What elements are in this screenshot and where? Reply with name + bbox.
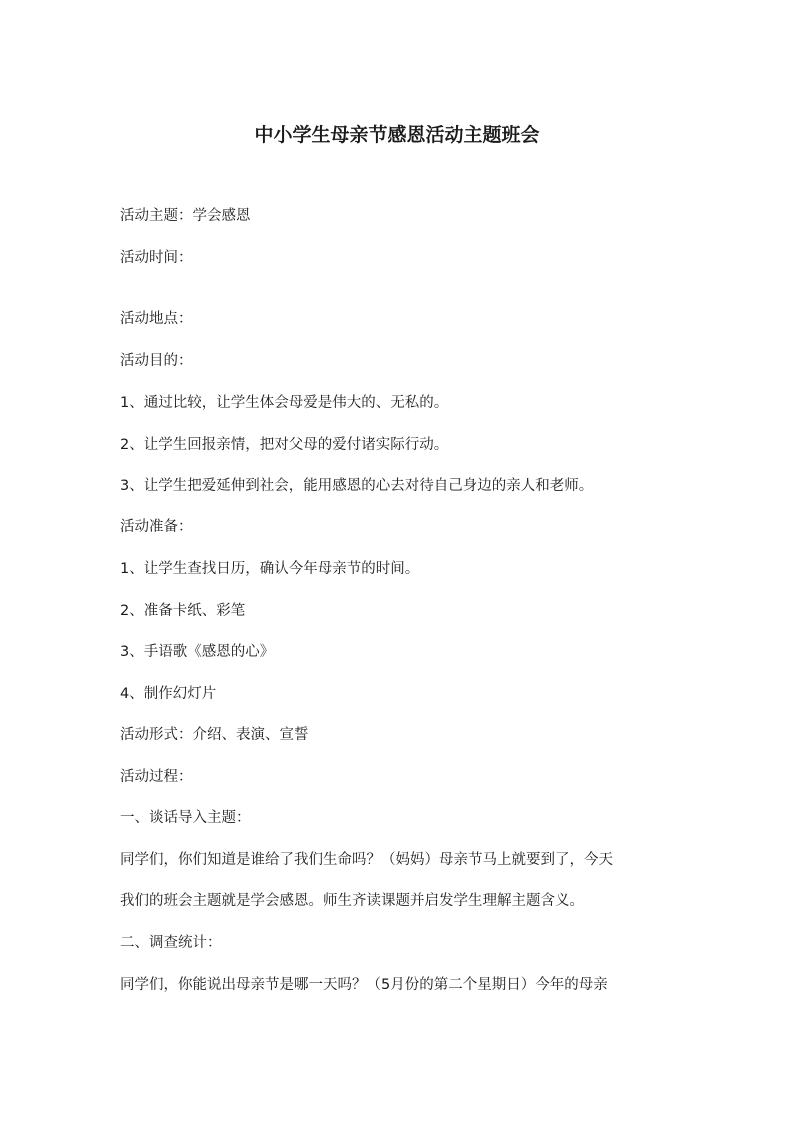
activity-time-line: 活动时间：: [120, 250, 193, 266]
goal-item-3: 3、让学生把爱延伸到社会，能用感恩的心去对待自己身边的亲人和老师。: [120, 478, 594, 494]
section-2-paragraph-line-1: 同学们，你能说出母亲节是哪一天吗？（5月份的第二个星期日）今年的母亲: [120, 977, 608, 993]
preparation-item-1: 1、让学生查找日历，确认今年母亲节的时间。: [120, 561, 420, 577]
activity-preparation-heading: 活动准备：: [120, 519, 193, 535]
section-2-heading: 二、调查统计：: [120, 935, 222, 951]
section-1-paragraph-line-2: 我们的班会主题就是学会感恩。师生齐读课题并启发学生理解主题含义。: [120, 893, 584, 909]
activity-goal-heading: 活动目的：: [120, 353, 193, 369]
activity-format-line: 活动形式：介绍、表演、宣誓: [120, 727, 309, 743]
goal-item-1: 1、通过比较，让学生体会母爱是伟大的、无私的。: [120, 395, 449, 411]
document-title: 中小学生母亲节感恩活动主题班会: [254, 124, 540, 146]
activity-location-line: 活动地点：: [120, 311, 193, 327]
preparation-item-3: 3、手语歌《感恩的心》: [120, 644, 275, 660]
goal-item-2: 2、让学生回报亲情，把对父母的爱付诸实际行动。: [120, 437, 449, 453]
section-1-heading: 一、谈话导入主题：: [120, 810, 251, 826]
section-1-paragraph-line-1: 同学们，你们知道是谁给了我们生命吗？（妈妈）母亲节马上就要到了，今天: [120, 852, 613, 868]
preparation-item-2: 2、准备卡纸、彩笔: [120, 603, 246, 619]
preparation-item-4: 4、制作幻灯片: [120, 686, 217, 702]
activity-theme-line: 活动主题：学会感恩: [120, 208, 251, 224]
activity-process-heading: 活动过程：: [120, 769, 193, 785]
